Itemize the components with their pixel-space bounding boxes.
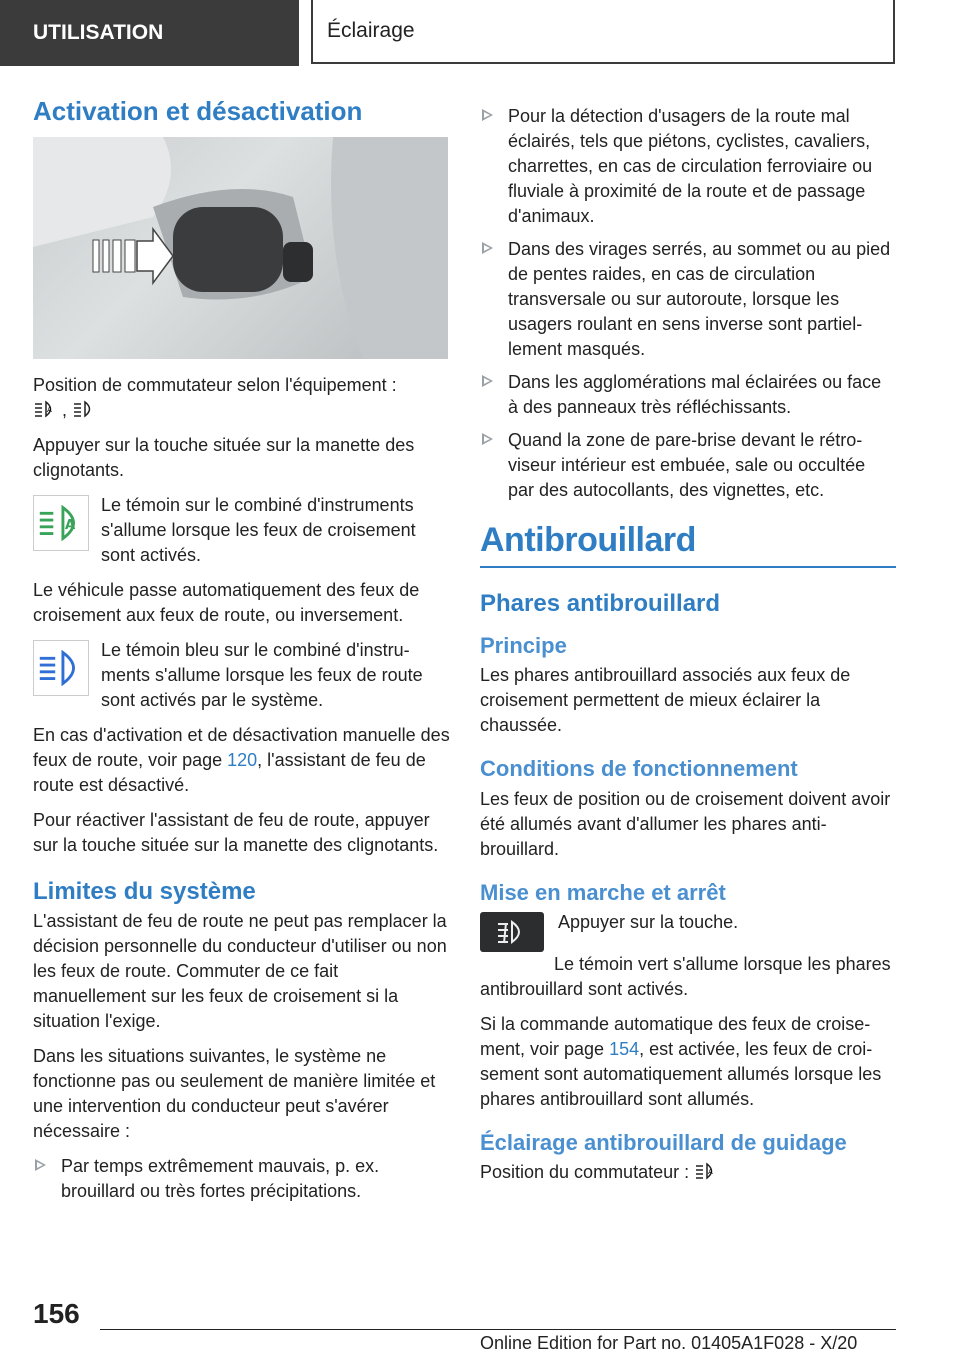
fog-light-button-icon bbox=[480, 912, 544, 952]
indicator-green-row bbox=[33, 493, 451, 568]
indicator-blue-text: Le témoin bleu sur le combiné d'instruments s'allume lorsque les feux de route sont activés par le système. bbox=[101, 640, 423, 711]
auto-headlight-icon bbox=[694, 1161, 718, 1181]
page-link-120[interactable]: 120 bbox=[227, 750, 258, 771]
green-indicator-icon bbox=[33, 495, 89, 551]
limits-bullets-left bbox=[33, 1154, 451, 1204]
auto-headlight-icon bbox=[33, 399, 57, 419]
list-item: Pour la détection d'usagers de la route mal éclairés, tels que piétons, cyclistes, cavaliers, charrettes, en cas de circulation ferroviaire ou fluviale à proximité de la route et de passage d'animaux. bbox=[480, 104, 896, 229]
auto-fog-text: Si la commande automatique des feux de croisement, voir page 154, est activée, les feux de croisement sont automatiquement allumés lorsque les phares antibrouillard sont allumés. bbox=[480, 1013, 882, 1109]
bullet-triangle-icon bbox=[482, 109, 493, 121]
svg-text:A: A bbox=[64, 516, 76, 533]
right-column bbox=[480, 104, 896, 1195]
list-item: Dans des virages serrés, au sommet ou au pied de pentes raides, en cas de circulation transversale ou sur autoroute, lorsque les usagers roulant en sens inverse sont partiellement masqués. bbox=[480, 237, 896, 362]
auto-switch-text: Le véhicule passe automatiquement des feux de croisement aux feux de route, ou inversement. bbox=[33, 580, 420, 626]
list-item: Dans les agglomérations mal éclairées ou face à des panneaux très réfléchissants. bbox=[480, 370, 896, 420]
page-header bbox=[0, 0, 960, 66]
limits-text-2: Dans les situations suivantes, le système ne fonctionne pas ou seulement de manière limitée et une intervention du conducteur peut s'avérer nécessaire : bbox=[33, 1045, 436, 1141]
limits-text-1: L'assistant de feu de route ne peut pas remplacer la décision personnelle du conducteur d'utiliser ou non les feux de route. Commuter de ce fait manuellement sur les feux de croisement si la situation l'exige. bbox=[33, 910, 447, 1031]
left-column bbox=[33, 96, 451, 1214]
conditions-text: Les feux de position ou de croisement doivent avoir été allumés avant d'allumer les phares antibrouillard. bbox=[480, 788, 891, 859]
indicator-green-text: Le témoin sur le combiné d'instruments s'allume lorsque les feux de croisement sont activés. bbox=[101, 495, 416, 566]
fog-button-row bbox=[480, 910, 896, 952]
green-indicator-text: Le témoin vert s'allume lorsque les phares antibrouillard sont activés. bbox=[480, 953, 891, 999]
switch-position-text: Position de commutateur selon l'équipement : A , bbox=[33, 375, 397, 421]
list-item: Quand la zone de pare-brise devant le rétroviseur intérieur est embuée, sale ou occultée par des autocollants, des vignettes, etc. bbox=[480, 428, 896, 503]
section-label: UTILISATION bbox=[0, 0, 299, 66]
bullet-triangle-icon bbox=[482, 433, 493, 445]
principe-text: Les phares antibrouillard associés aux feux de croisement permettent de mieux éclairer la chaussée. bbox=[480, 665, 851, 736]
manual-text: En cas d'activation et de désactivation manuelle des feux de route, voir page 120, l'assistant de feu de route est désactivé. bbox=[33, 725, 450, 796]
bullet-triangle-icon bbox=[482, 242, 493, 254]
guidage-text: Position du commutateur : A bbox=[480, 1160, 896, 1185]
svg-text:A: A bbox=[47, 406, 52, 415]
heading-conditions: Conditions de fonctionnement bbox=[480, 756, 798, 782]
page-link-154[interactable]: 154 bbox=[609, 1038, 640, 1059]
press-text: Appuyer sur la touche située sur la manette des clignotants. bbox=[33, 435, 415, 481]
press-button-text: Appuyer sur la touche. bbox=[558, 911, 739, 932]
heading-antibrouillard: Antibrouillard bbox=[480, 521, 896, 568]
reactivate-text: Pour réactiver l'assistant de feu de route, appuyer sur la touche située sur la manette des clignotants. bbox=[33, 810, 439, 856]
indicator-blue-row bbox=[33, 638, 451, 713]
heading-phares: Phares antibrouillard bbox=[480, 590, 721, 617]
limits-bullets-right bbox=[480, 104, 896, 503]
topic-label: Éclairage bbox=[311, 0, 895, 64]
bullet-triangle-icon bbox=[482, 375, 493, 387]
heading-guidage: Éclairage antibrouillard de guidage bbox=[480, 1129, 847, 1155]
list-item: Par temps extrêmement mauvais, p. ex. brouillard ou très fortes précipitations. bbox=[33, 1154, 451, 1204]
steering-column-illustration bbox=[33, 137, 448, 359]
page-number: 156 bbox=[33, 1298, 80, 1329]
heading-principe: Principe bbox=[480, 632, 567, 658]
stalk-photo bbox=[33, 137, 448, 359]
bullet-triangle-icon bbox=[35, 1159, 46, 1171]
footer-divider bbox=[100, 1329, 896, 1330]
heading-limits: Limites du système bbox=[33, 878, 256, 906]
heading-mise: Mise en marche et arrêt bbox=[480, 879, 726, 905]
heading-activation: Activation et désactivation bbox=[33, 96, 363, 126]
high-beam-assist-icon bbox=[72, 399, 96, 419]
svg-text:A: A bbox=[708, 1168, 713, 1177]
blue-indicator-icon bbox=[33, 640, 89, 696]
footer-edition: Online Edition for Part no. 01405A1F028 - X/20 bbox=[480, 1333, 858, 1353]
